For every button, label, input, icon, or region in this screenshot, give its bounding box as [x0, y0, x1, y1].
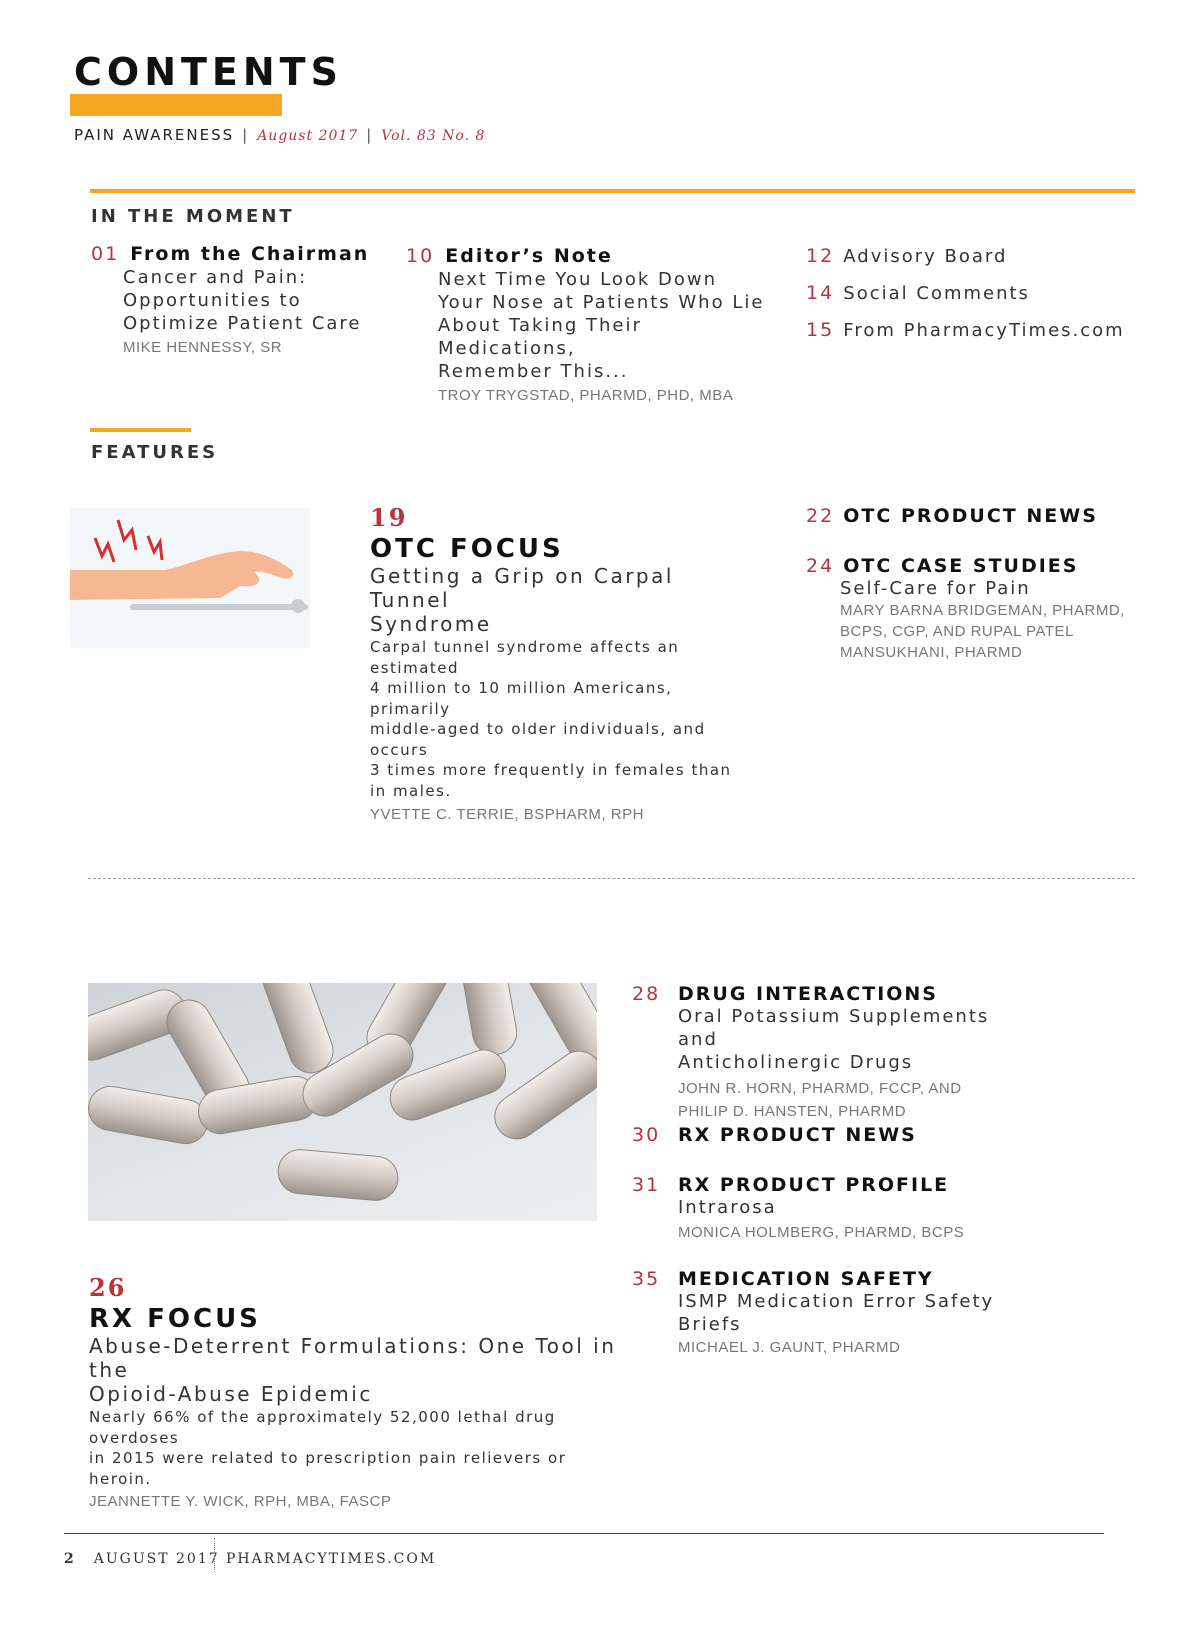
toc-entry-advisory-board[interactable]: [806, 245, 1007, 267]
page-number: 26: [89, 1273, 127, 1302]
toc-entry-otc-product-news[interactable]: [806, 505, 1098, 527]
issue-topic: PAIN AWARENESS: [74, 126, 235, 144]
entry-subtitle: [678, 1005, 992, 1074]
subtitle-line: Oral Potassium Supplements and: [678, 1006, 990, 1050]
entry-subtitle: Intrarosa: [678, 1197, 777, 1218]
feature-byline: JEANNETTE Y. WICK, RPH, MBA, FASCP: [89, 1493, 392, 1510]
footer-date: AUGUST 2017: [93, 1551, 220, 1567]
features-rule: [90, 428, 191, 432]
page-number-footer: 2: [64, 1551, 76, 1567]
issue-meta: [74, 126, 485, 144]
page-number: 01: [91, 243, 120, 265]
entry-byline: MICHAEL J. GAUNT, PHARMD: [678, 1339, 901, 1356]
issue-date: August 2017: [257, 128, 359, 144]
entry-label: From PharmacyTimes.com: [843, 320, 1125, 341]
entry-byline: [840, 600, 1136, 663]
page-number: 28: [632, 983, 661, 1005]
title-underline: [70, 94, 282, 116]
footer-divider: [214, 1538, 215, 1572]
description-line: 3 times more frequently in females than: [370, 761, 732, 779]
page-number: 35: [632, 1268, 661, 1290]
subtitle-line: Remember This...: [438, 361, 629, 382]
page-number: 24: [806, 555, 835, 577]
toc-entry-medication-safety[interactable]: [632, 1268, 1032, 1358]
entry-byline: TROY TRYGSTAD, PHARMD, PHD, MBA: [438, 387, 734, 404]
subtitle-line: Next Time You Look Down: [438, 269, 718, 290]
toc-entry-social-comments[interactable]: [806, 282, 1030, 304]
toc-entry-editors-note[interactable]: [406, 245, 766, 406]
entry-heading: DRUG INTERACTIONS: [678, 983, 938, 1005]
entry-label: Social Comments: [843, 283, 1030, 304]
subtitle-line: Opportunities to: [123, 290, 302, 311]
entry-heading: From the Chairman: [130, 243, 370, 265]
description-line: Carpal tunnel syndrome affects an estimated: [370, 638, 680, 677]
toc-entry-pharmacytimes[interactable]: [806, 319, 1125, 341]
feature-otc-focus[interactable]: [370, 503, 750, 825]
feature-subtitle: [89, 1334, 629, 1406]
byline-line: JOHN R. HORN, PHARMD, FCCP, AND: [678, 1080, 962, 1097]
feature-description: [89, 1407, 629, 1489]
page-title: CONTENTS: [74, 50, 343, 94]
capsules-icon: [88, 983, 597, 1221]
toc-entry-rx-product-profile[interactable]: [632, 1174, 992, 1243]
entry-heading: OTC PRODUCT NEWS: [843, 505, 1098, 527]
page-number: 15: [806, 319, 835, 341]
dashed-divider: [88, 878, 1135, 879]
toc-entry-drug-interactions[interactable]: [632, 983, 992, 1123]
page-number: 14: [806, 282, 835, 304]
byline-line: PHILIP D. HANSTEN, PHARMD: [678, 1103, 907, 1120]
entry-subtitle: [438, 268, 766, 383]
entry-byline: MONICA HOLMBERG, PHARMD, BCPS: [678, 1224, 965, 1241]
toc-entry-otc-case-studies[interactable]: [806, 555, 1136, 663]
footer-rule: [64, 1533, 1104, 1534]
wrist-pain-icon: [70, 508, 310, 648]
entry-heading: MEDICATION SAFETY: [678, 1268, 934, 1290]
feature-rx-focus[interactable]: [89, 1273, 629, 1512]
page-number: 10: [406, 245, 435, 267]
entry-heading: OTC CASE STUDIES: [843, 555, 1079, 577]
subtitle-line: Syndrome: [370, 612, 492, 636]
wrist-pain-illustration: [70, 508, 310, 648]
page-number: 19: [370, 503, 408, 532]
meta-separator: |: [366, 126, 374, 144]
subtitle-line: Getting a Grip on Carpal Tunnel: [370, 564, 674, 612]
page-number: 22: [806, 505, 835, 527]
entry-subtitle: Self-Care for Pain: [840, 578, 1031, 599]
subtitle-line: Abuse-Deterrent Formulations: One Tool in the: [89, 1334, 617, 1382]
subtitle-line: Optimize Patient Care: [123, 313, 362, 334]
subtitle-line: Opioid-Abuse Epidemic: [89, 1382, 373, 1406]
footer: [64, 1551, 220, 1567]
byline-line: MARY BARNA BRIDGEMAN, PHARMD,: [840, 602, 1125, 619]
subtitle-line: Cancer and Pain:: [123, 267, 308, 288]
meta-separator: |: [242, 126, 250, 144]
capsules-photo: [88, 983, 597, 1221]
section-rule: [90, 189, 1135, 193]
feature-subtitle: [370, 564, 750, 636]
page-number: 31: [632, 1174, 661, 1196]
issue-volume: Vol. 83 No. 8: [381, 128, 486, 144]
byline-line: BCPS, CGP, AND RUPAL PATEL: [840, 623, 1074, 640]
feature-heading: OTC FOCUS: [370, 534, 564, 564]
feature-byline: YVETTE C. TERRIE, BSPHARM, RPH: [370, 806, 644, 823]
feature-heading: RX FOCUS: [89, 1304, 261, 1334]
entry-heading: Editor’s Note: [445, 245, 613, 267]
page-number: 30: [632, 1124, 661, 1146]
entry-subtitle: ISMP Medication Error Safety Briefs: [678, 1291, 995, 1335]
byline-line: MANSUKHANI, PHARMD: [840, 644, 1023, 661]
entry-heading: RX PRODUCT PROFILE: [678, 1174, 950, 1196]
description-line: middle-aged to older individuals, and occurs: [370, 720, 706, 759]
subtitle-line: About Taking Their Medications,: [438, 315, 642, 359]
entry-label: Advisory Board: [843, 246, 1008, 267]
subtitle-line: Your Nose at Patients Who Lie: [438, 292, 765, 313]
footer-site-link[interactable]: PHARMACYTIMES.COM: [226, 1551, 437, 1567]
feature-description: [370, 637, 750, 801]
entry-subtitle: [123, 266, 381, 335]
subtitle-line: Anticholinergic Drugs: [678, 1052, 914, 1073]
section-label-in-the-moment: IN THE MOMENT: [91, 206, 295, 227]
description-line: in males.: [370, 781, 452, 800]
section-label-features: FEATURES: [91, 442, 219, 463]
entry-heading: RX PRODUCT NEWS: [678, 1124, 917, 1146]
toc-entry-rx-product-news[interactable]: [632, 1124, 917, 1146]
toc-entry-chairman[interactable]: [91, 243, 381, 358]
page-number: 12: [806, 245, 835, 267]
description-line: 4 million to 10 million Americans, primarily: [370, 679, 673, 718]
entry-byline: MIKE HENNESSY, SR: [123, 339, 283, 356]
entry-byline: [678, 1077, 992, 1123]
description-line: in 2015 were related to prescription pain relievers or heroin.: [89, 1449, 567, 1488]
description-line: Nearly 66% of the approximately 52,000 lethal drug overdoses: [89, 1408, 556, 1447]
